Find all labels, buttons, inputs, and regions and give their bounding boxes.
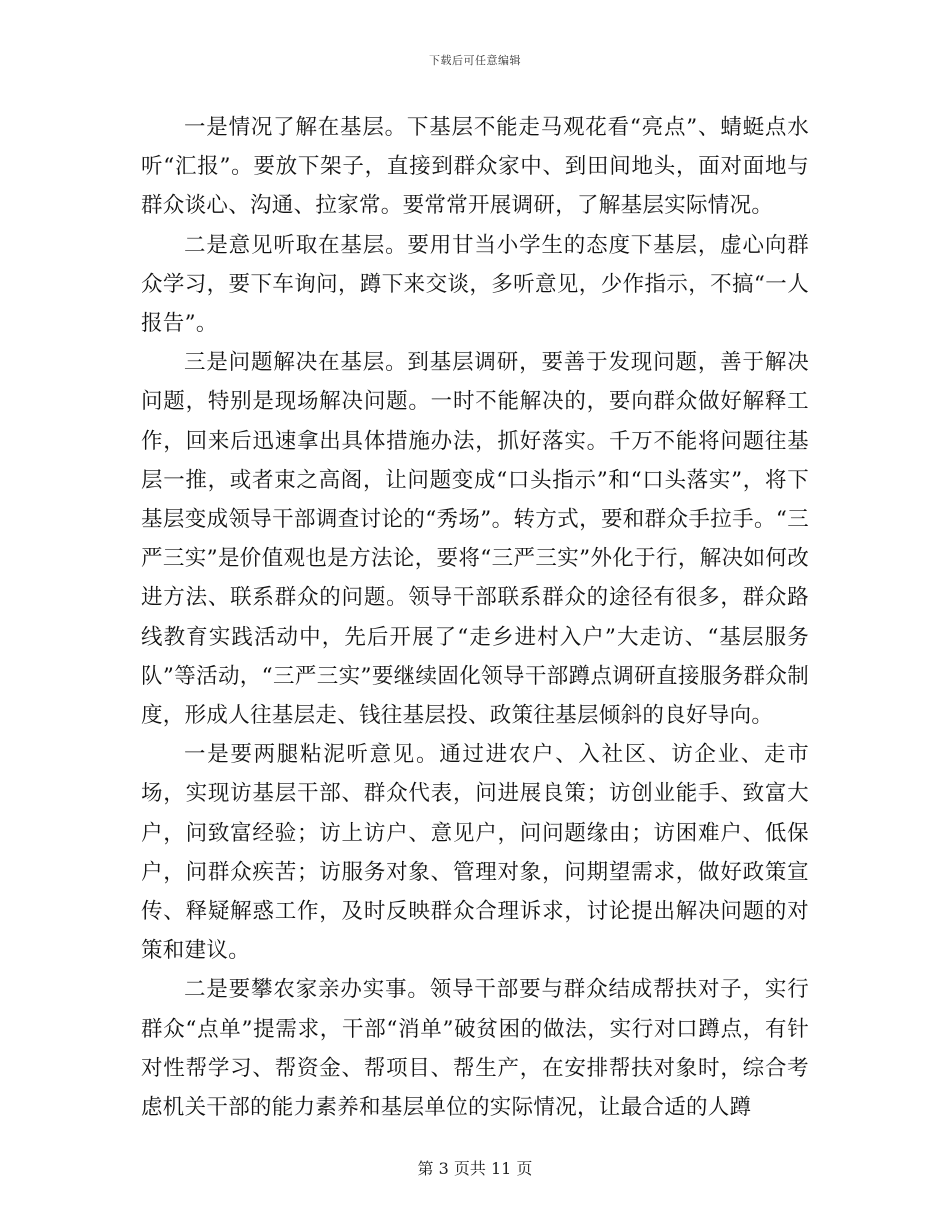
page-header: 下载后可任意编辑 bbox=[429, 54, 521, 67]
paragraph-3: 三是问题解决在基层。到基层调研，要善于发现问题，善于解决问题，特别是现场解决问题。一时不能解决的，要向群众做好解释工作，回来后迅速拿出具体措施办法，抓好落实。千万不能将问题往基层一推，或者束之高阁，让问题变成“口头指示”和“口头落实”，将下基层变成领导干部调查讨论的“秀场”。转方式，要和群众手拉手。“三严三实”是价值观也是方法论，要将“三严三实”外化于行，解决如何改进方法、联系群众的问题。领导干部联系群众的途径有很多，群众路线教育实践活动中，先后开展了“走乡进村入户”大走访、“基层服务队”等活动，“三严三实”要继续固化领导干部蹲点调研直接服务群众制度，形成人往基层走、钱往基层投、政策往基层倾斜的良好导向。 bbox=[141, 350, 809, 729]
paragraph-4: 一是要两腿粘泥听意见。通过进农户、入社区、访企业、走市场，实现访基层干部、群众代表，问进展良策；访创业能手、致富大户，问致富经验；访上访户、意见户，问问题缘由；访困难户、低保户，问群众疾苦；访服务对象、管理对象，问期望需求，做好政策宣传、释疑解惑工作，及时反映群众合理诉求，讨论提出解决问题的对策和建议。 bbox=[141, 742, 809, 964]
paragraph-1: 一是情况了解在基层。下基层不能走马观花看“亮点”、蜻蜓点水听“汇报”。要放下架子，直接到群众家中、到田间地头，面对面地与群众谈心、沟通、拉家常。要常常开展调研，了解基层实际情况。 bbox=[141, 115, 809, 219]
paragraph-2: 二是意见听取在基层。要用甘当小学生的态度下基层，虚心向群众学习，要下车询问，蹲下来交谈，多听意见，少作指示，不搞“一人报告”。 bbox=[141, 232, 809, 337]
document-body bbox=[141, 108, 809, 1127]
paragraph-5: 二是要攀农家亲办实事。领导干部要与群众结成帮扶对子，实行群众“点单”提需求，干部“消单”破贫困的做法，实行对口蹲点，有针对性帮学习、帮资金、帮项目、帮生产，在安排帮扶对象时，综合考虑机关干部的能力素养和基层单位的实际情况，让最合适的人蹲 bbox=[141, 977, 809, 1121]
page-number-footer: 第 3 页共 11 页 bbox=[417, 1159, 533, 1178]
